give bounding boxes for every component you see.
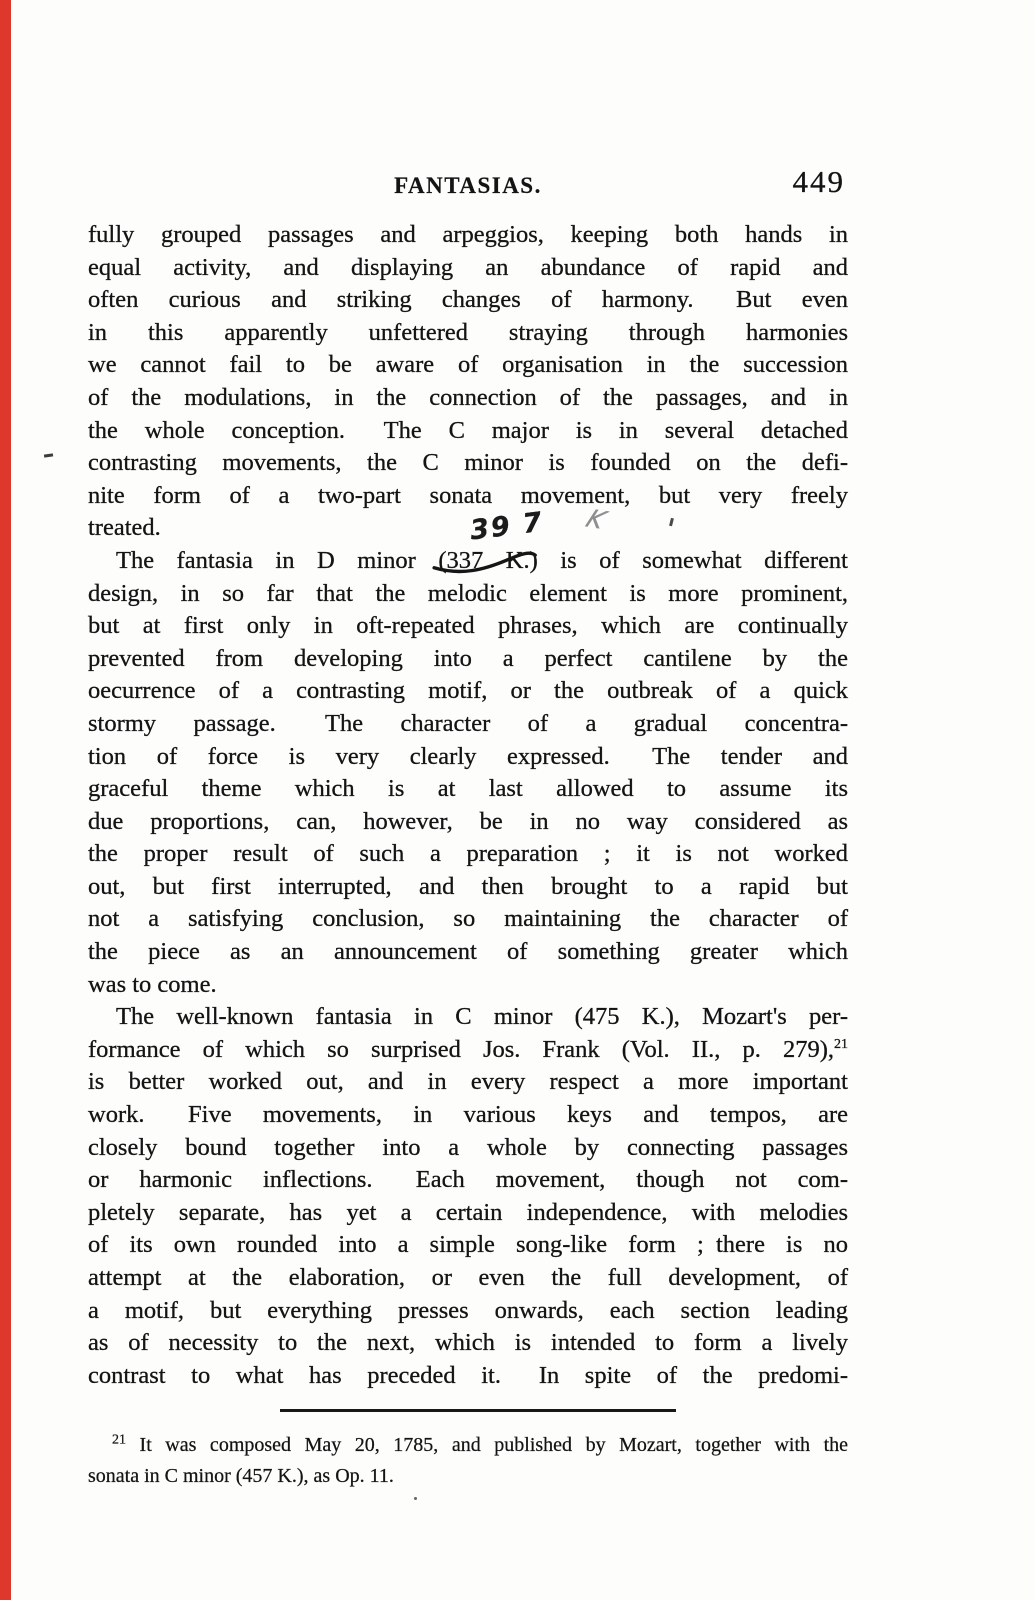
body-line: the proper result of such a preparation ; it is not worked bbox=[88, 840, 848, 868]
body-line: in this apparently unfettered straying through harmonies bbox=[88, 318, 848, 346]
footnote-reference-mark: 21 bbox=[834, 1036, 848, 1052]
footnote bbox=[88, 1430, 848, 1492]
body-line: work. Five movements, in various keys and tempos, are bbox=[88, 1101, 848, 1129]
body-line: formance of which so surprised Jos. Frank (Vol. II., p. 279),$^{21}$ bbox=[88, 1035, 848, 1063]
body-line: or harmonic inflections. Each movement, though not com- bbox=[88, 1166, 848, 1194]
ink-speck-dash bbox=[44, 453, 53, 457]
body-line: the piece as an announcement of something greater which bbox=[88, 938, 848, 966]
body-line: the whole conception. The C major is in several detached bbox=[88, 416, 848, 444]
text-block bbox=[88, 219, 848, 1392]
footnote-line: $^{21}$ It was composed May 20, 1785, and published by Mozart, together with the bbox=[112, 1432, 848, 1456]
pencil-mark: K bbox=[582, 504, 612, 535]
body-line: of its own rounded into a simple song-like form ; there is no bbox=[88, 1231, 848, 1259]
footnote-marker: 21 bbox=[112, 1432, 126, 1448]
body-line: prevented from developing into a perfect cantilene by the bbox=[88, 644, 848, 672]
ink-speck-dot bbox=[414, 1497, 417, 1500]
body-line: we cannot fail to be aware of organisation in the succession bbox=[88, 351, 848, 379]
body-line: was to come. bbox=[88, 970, 217, 998]
page-number: 449 bbox=[792, 164, 845, 199]
struck-reference: (337 K. 39 7 K bbox=[438, 547, 529, 574]
body-line: due proportions, can, however, be in no way considered as bbox=[88, 807, 848, 835]
body-line: The well-known fantasia in C minor (475 K.), Mozart's per- bbox=[116, 1003, 848, 1031]
body-line: often curious and striking changes of harmony. But even bbox=[88, 286, 848, 314]
header-title: FANTASIAS. bbox=[394, 173, 542, 198]
body-line: nite form of a two-part sonata movement, but very freely bbox=[88, 481, 848, 509]
running-header bbox=[88, 166, 848, 208]
body-line: treated. bbox=[88, 514, 161, 542]
annotation-number: 39 7 bbox=[468, 506, 546, 547]
body-line: equal activity, and displaying an abundance of rapid and bbox=[88, 253, 848, 281]
body-line: graceful theme which is at last allowed to assume its bbox=[88, 775, 848, 803]
body-line: oecurrence of a contrasting motif, or the outbreak of a quick bbox=[88, 677, 848, 705]
body-line: The fantasia in D minor (337 K. 39 7 K ) is of somewhat different bbox=[88, 545, 848, 578]
body-line: pletely separate, has yet a certain independence, with melodies bbox=[88, 1198, 848, 1226]
body-line: is better worked out, and in every respect a more important bbox=[88, 1068, 848, 1096]
body-line: a motif, but everything presses onwards, each section leading bbox=[88, 1296, 848, 1324]
body-line: contrast to what has preceded it. In spite of the predomi- bbox=[88, 1361, 848, 1389]
body-line: tion of force is very clearly expressed. The tender and bbox=[88, 742, 848, 770]
body-line: but at first only in oft-repeated phrases, which are continually bbox=[88, 612, 848, 640]
footnote-line: sonata in C minor (457 K.), as Op. 11. bbox=[88, 1465, 394, 1487]
body-line: stormy passage. The character of a gradual concentra- bbox=[88, 709, 848, 737]
scan-red-edge bbox=[0, 0, 11, 1600]
footnote-rule bbox=[280, 1409, 676, 1412]
strikethrough-stroke bbox=[432, 548, 537, 575]
body-line: fully grouped passages and arpeggios, keeping both hands in bbox=[88, 221, 848, 248]
body-line: out, but first interrupted, and then brought to a rapid but bbox=[88, 872, 848, 900]
body-line: design, in so far that the melodic element is more prominent, bbox=[88, 579, 848, 607]
body-line: closely bound together into a whole by connecting passages bbox=[88, 1133, 848, 1161]
body-line: attempt at the elaboration, or even the full development, of bbox=[88, 1264, 848, 1291]
body-line: of the modulations, in the connection of the passages, and in bbox=[88, 383, 848, 411]
body-line: as of necessity to the next, which is intended to form a lively bbox=[88, 1329, 848, 1357]
body-line: not a satisfying conclusion, so maintaining the character of bbox=[88, 905, 848, 933]
body-line: contrasting movements, the C minor is founded on the defi- bbox=[88, 449, 848, 477]
